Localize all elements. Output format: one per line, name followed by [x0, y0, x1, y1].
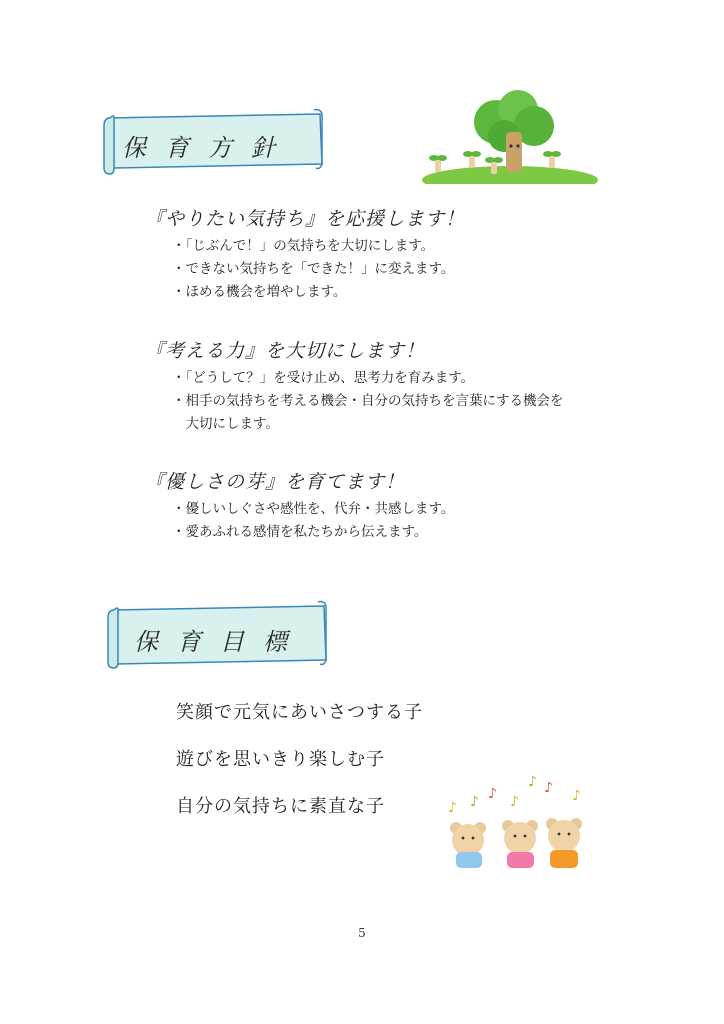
section-list-3 [172, 498, 454, 544]
music-note-icon: ♪ [572, 788, 581, 804]
list-item: ・ほめる機会を増やします。 [172, 284, 347, 300]
tree-icon [418, 88, 598, 184]
list-item: ・「じぶんで！」の気持ちを大切にします。 [172, 238, 435, 254]
list-item: ・相手の気持ちを考える機会・自分の気持ちを言葉にする機会を [172, 393, 564, 409]
music-note-icon: ♪ [544, 780, 553, 796]
goal-item: 自分の気持ちに素直な子 [176, 796, 385, 817]
music-note-icon: ♪ [470, 794, 479, 810]
music-note-icon: ♪ [528, 774, 537, 790]
tree-illustration [418, 88, 598, 184]
goals-list [176, 698, 423, 839]
page-number: 5 [358, 926, 366, 940]
section-list-2 [172, 367, 564, 436]
list-item: ・優しいしぐさや感性を、代弁・共感します。 [172, 501, 455, 517]
policy-title: 保育方針 [122, 134, 294, 162]
list-item: ・「どうして？」を受け止め、思考力を育みます。 [172, 370, 475, 386]
singing-bears-icon [440, 772, 600, 872]
goal-item: 遊びを思いきり楽しむ子 [176, 749, 385, 770]
list-item: ・愛あふれる感情を私たちから伝えます。 [172, 524, 428, 540]
goal-item: 笑顔で元気にあいさつする子 [176, 702, 423, 723]
goals-title: 保育目標 [134, 628, 306, 656]
goals-title-banner [104, 598, 334, 674]
list-item: ・できない気持ちを「できた！」に変えます。 [172, 261, 455, 277]
policy-title-banner [100, 106, 330, 178]
music-note-icon: ♪ [510, 794, 519, 810]
section-heading-3: 『優しさの芽』を育てます！ [145, 471, 406, 493]
bears-illustration [440, 772, 600, 872]
section-heading-2: 『考える力』を大切にします！ [145, 340, 426, 362]
music-note-icon: ♪ [488, 786, 497, 802]
music-note-icon: ♪ [448, 800, 457, 816]
section-list-1 [172, 235, 454, 304]
section-heading-1: 『やりたい気持ち』を応援します！ [145, 208, 466, 230]
list-item: 大切にします。 [172, 416, 279, 432]
